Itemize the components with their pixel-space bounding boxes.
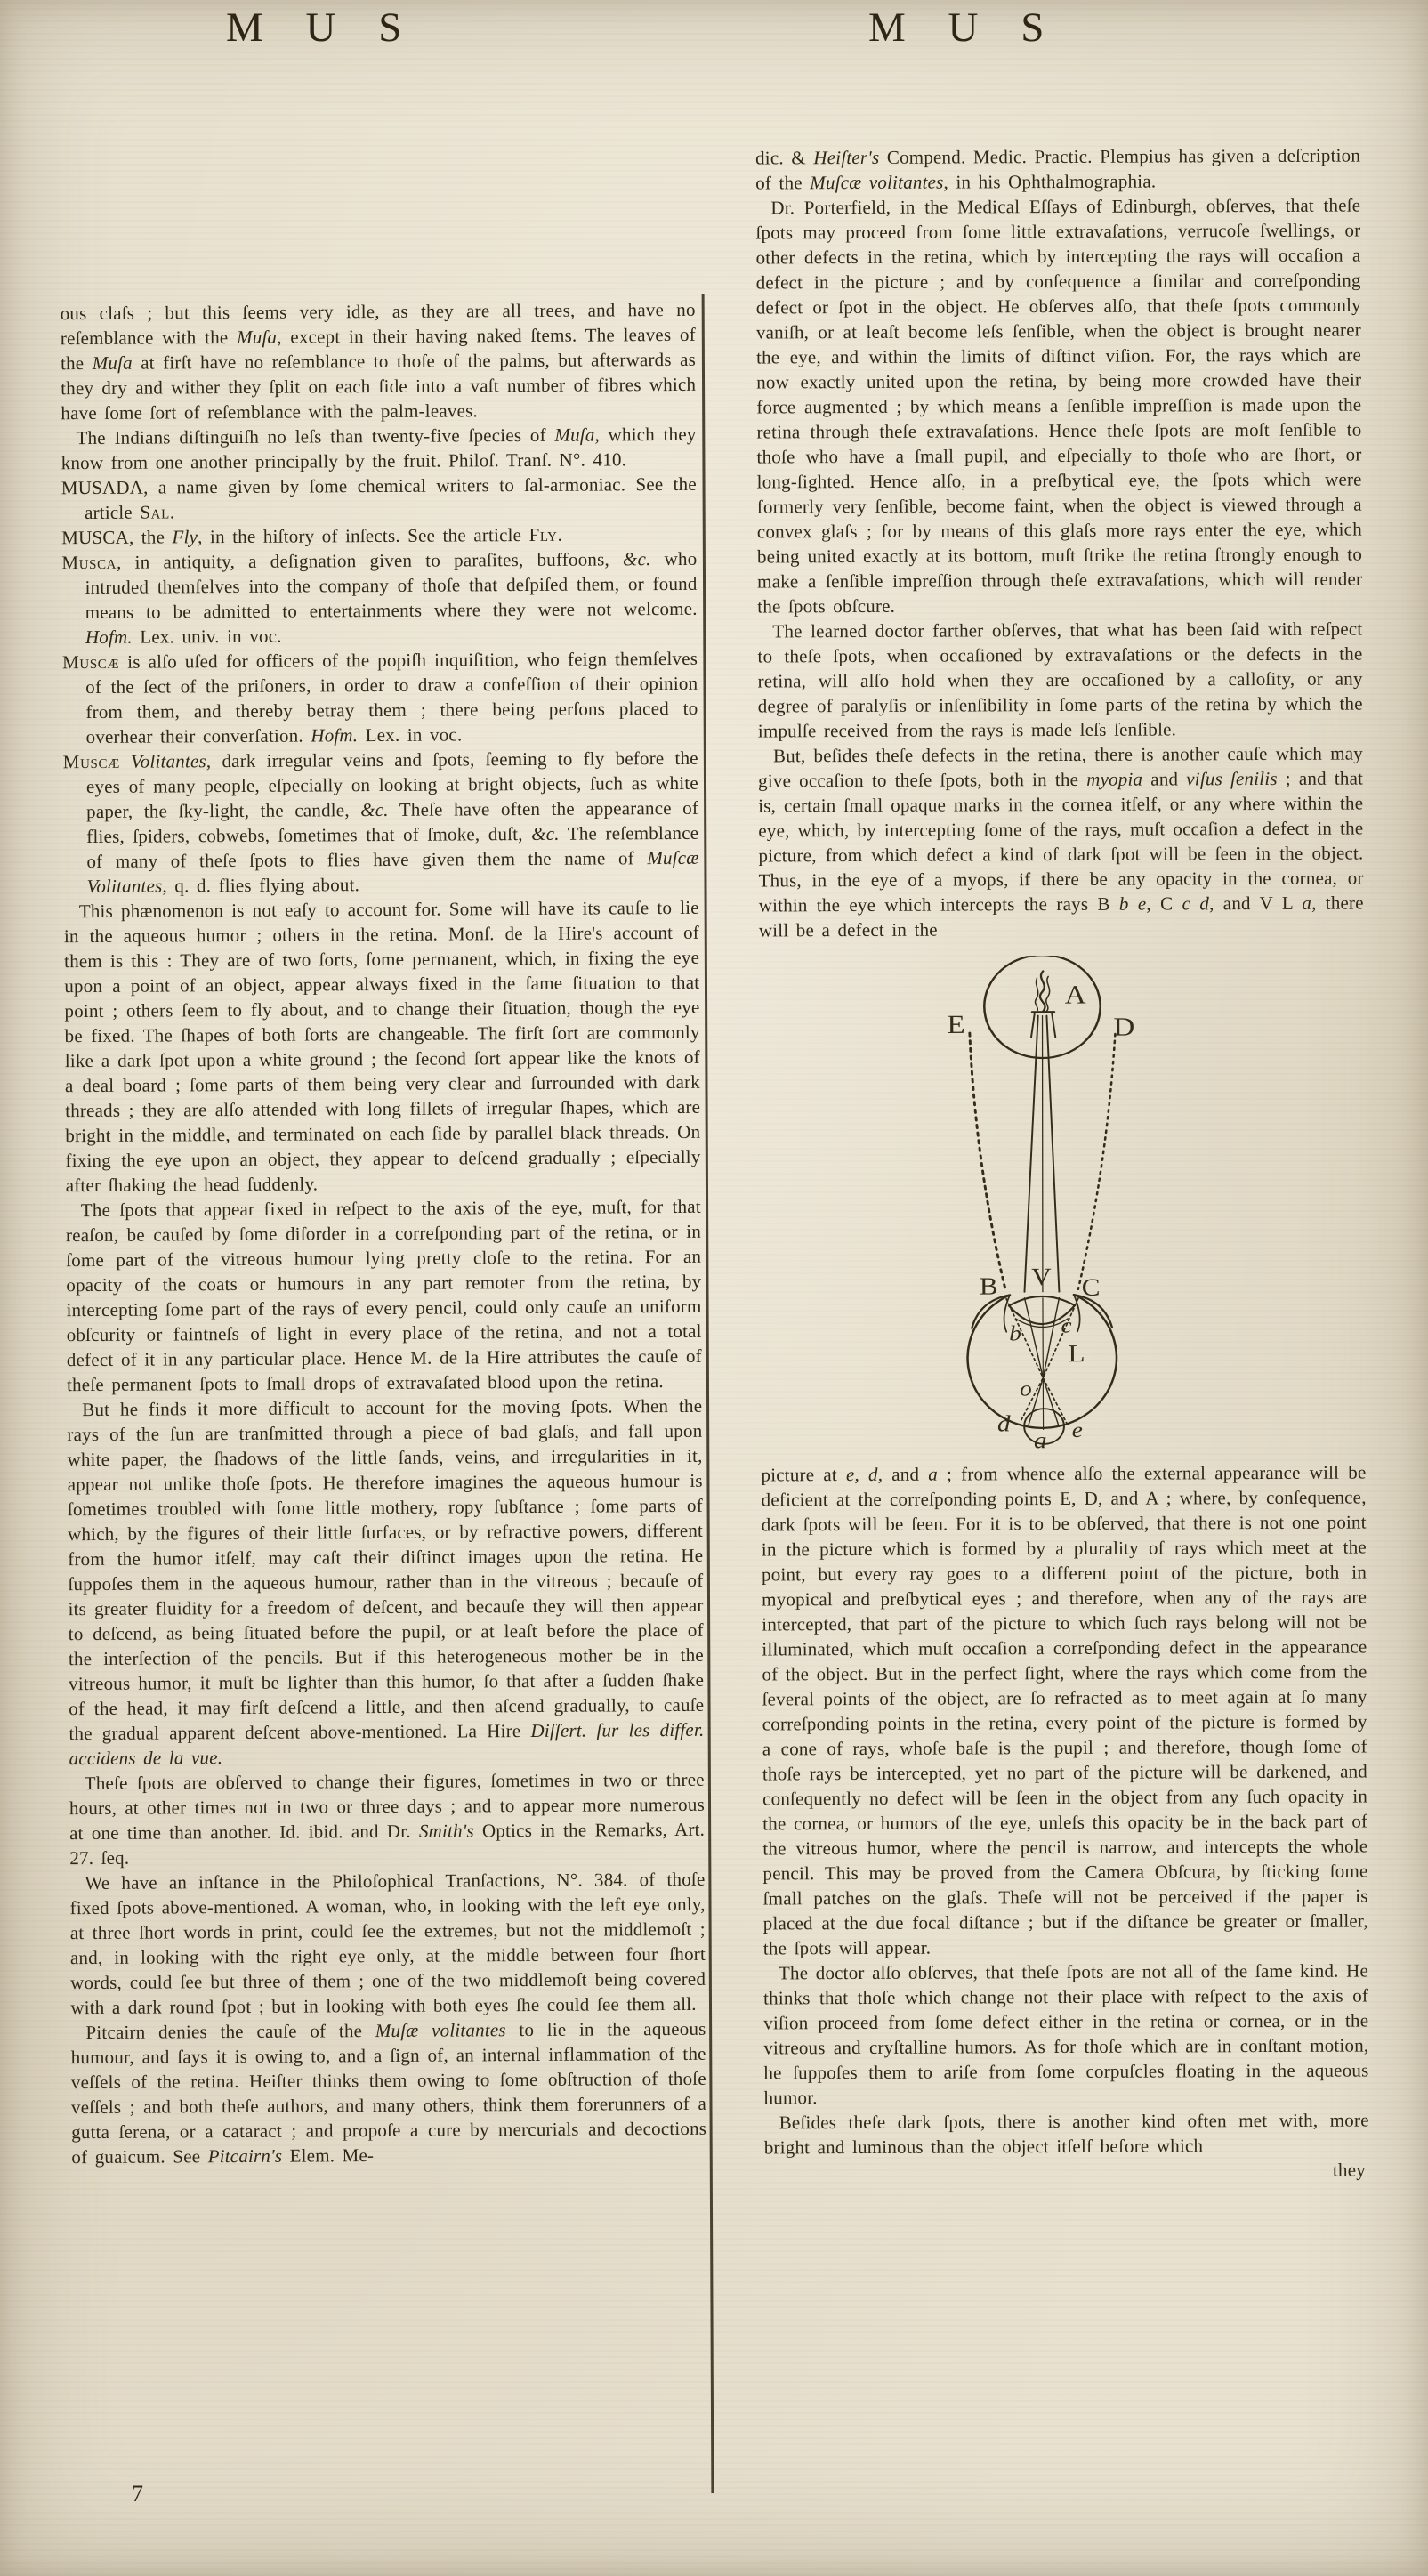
lens-top: [1009, 1296, 1075, 1306]
paragraph: The ſpots that appear fixed in reſpect to the axis of the eye, muſt, for that reaſon, be cauſed by ſome diſorder in a correſponding part of the retina, or in ſome part of the vitreous humour lying pretty cloſe to the retina. For an opacity of the coats or humours in any part remoter from the retina, by intercepting ſome part of the rays of every pencil, could only cauſe an uniform obſcurity or faintneſs of light in every place of the retina, and not a total defect of it in any particular place. Hence M. de la Hire attributes the cauſe of theſe permanent ſpots to ſmall drops of extravaſated blood upon the retina.: [65, 1195, 702, 1396]
figure-label-c: c: [1061, 1312, 1072, 1338]
figure-label-L: L: [1068, 1340, 1085, 1368]
paragraph: dic. & Heiſter's Compend. Medic. Practic. Plempius has given a deſcription of the Muſcæ volitantes, in his Ophthalmographia.: [755, 144, 1361, 194]
figure-label-b: b: [1009, 1320, 1022, 1345]
figure-label-d: d: [996, 1409, 1011, 1437]
dotted-ray-E: [970, 1033, 1005, 1290]
left-column: [61, 297, 707, 2169]
figure-strokes: [966, 955, 1117, 1444]
figure-label-D: D: [1113, 1012, 1135, 1042]
paragraph: This phænomenon is not eaſy to account for. Some will have its cauſe to lie in the aqueous humor ; others in the retina. Monſ. de la Hire's account of them is this : They are of two ſorts, ſome permanent, which, in fixing the eye upon a point of an object, appear always fixed in the ſame ſituation to that point ; others ſeem to fly about, and to change their ſituation, though the eye be fixed. The ſhapes of both ſorts are changeable. The firſt ſort are commonly like a dark ſpot upon a white ground ; the ſecond ſort appear like the knots of a deal board ; ſome parts of them being very clear and ſurrounded with dark threads ; they are alſo attended with long fillets of irregular ſhapes, which are bright in the middle, and terminated on each ſide by parallel black threads. On fixing the eye upon an object, they appear to deſcend gradually ; eſpecially after ſhaking the head ſuddenly.: [63, 896, 701, 1197]
paragraph: The Indians diſtinguiſh no leſs than twenty-five ſpecies of Muſa, which they know from one another principally by the fruit. Philoſ. Tranſ. N°. 410.: [61, 423, 697, 474]
figure-label-a: a: [1033, 1426, 1047, 1453]
figure-label-C: C: [1081, 1274, 1101, 1302]
paragraph: picture at e, d, and a ; from whence alſo the external appearance will be deficient at the correſponding points E, D, and A ; where, by conſequence, dark ſpots will be ſeen. For it is to be obſerved, that there is not one point in the picture which is formed by a plurality of rays which meet at the point, but every ray goes to a different point of the picture, both in myopical and preſbytical eyes ; and therefore, when any of the rays are intercepted, that part of the picture to which ſuch rays belong will not be illuminated, which muſt occaſion a correſponding defect in the appearance of the object. But in the perfect ſight, where the rays which come from the ſeveral points of the object, are ſo refracted as to meet again at ſo many correſponding points in the retina, every point of the picture is formed by a cone of rays, whoſe baſe is the pupil ; and therefore, though ſome of thoſe rays be intercepted, yet no part of the picture will be darkened, and conſequently no defect will be ſeen in the object from any ſuch opacity in the cornea, or humors of the eye, unleſs this opacity be in the back part of the vitreous humor, where the pencil is narrow, and intercepts the whole pencil. This may be proved from the Camera Obſcura, by ſticking ſome ſmall patches on the glaſs. Theſe will not be perceived if the paper is placed at the due focal diſtance ; but if the diſtance be greater or ſmaller, the ſpots will appear.: [761, 1461, 1368, 1959]
right-column-upper-text: [755, 143, 1364, 943]
right-column-lower-text: [761, 1460, 1368, 2160]
paragraph: We have an inſtance in the Philoſophical Tranſactions, N°. 384. of thoſe fixed ſpots above-mentioned. A woman, who, in looking with the left eye only, at three ſhort words in print, could ſee the extremes, but not the middlemoſt ; and, in looking with the right eye only, at the middle between four ſhort words, could ſee but three of them ; one of the two middlemoſt being covered with a dark round ſpot ; but in looking with both eyes ſhe could ſee them all.: [69, 1868, 706, 2019]
paragraph: The doctor alſo obſerves, that theſe ſpots are not all of the ſame kind. He thinks that thoſe which change not their place with reſpect to the axis of viſion proceed from ſome defect either in the retina or cornea, or in the vitreous and cryſtalline humors. As for thoſe which are in conſtant motion, he ſuppoſes them to ariſe from ſome corpuſcles floating in the aqueous humor.: [763, 1959, 1369, 2109]
figure-label-E: E: [947, 1009, 965, 1039]
figure-label-A: A: [1064, 980, 1086, 1010]
signature-number: 7: [132, 2481, 143, 2507]
right-column: [755, 143, 1369, 2185]
paragraph: Musca, in antiquity, a deſignation given to paraſites, buffoons, &c. who intruded themſelves into the company of thoſe that deſpiſed them, or found means to be admitted to entertainments where they were not welcome. Hofm. Lex. univ. in voc.: [61, 547, 698, 649]
catchword: they: [1332, 2159, 1366, 2181]
paragraph: MUSADA, a name given by ſome chemical writers to ſal-armoniac. See the article Sal.: [61, 472, 697, 524]
paragraph: Theſe ſpots are obſerved to change their figures, ſometimes in two or three hours, at other times not in two or three days ; and to appear more numerous at one time than another. Id. ibid. and Dr. Smith's Optics in the Remarks, Art. 27. ſeq.: [69, 1768, 706, 1869]
paragraph: But he finds it more difficult to account for the moving ſpots. When the rays of the ſun are tranſmitted through a piece of bad glaſs, and fall upon white paper, the ſhadows of the little ſands, veins, and irregularities in it, appear not unlike thoſe ſpots. He therefore imagines the aqueous humour is ſometimes troubled with ſome little mothery, ropy ſubſtance ; ſome parts of which, by the figures of their little ſurfaces, or by refractive powers, different from the humor itſelf, may caſt their diſtinct images upon the retina. He ſuppoſes them in the aqueous humour, rather than in the vitreous ; becauſe of its greater fluidity for a freedom of deſcent, and becauſe they will then appear to deſcend, as being ſituated before the pupil, or at leaſt before the place of the interſection of the pencils. But if this heterogeneous mother be in the vitreous humor, it muſt be lighter than this humor, ſo that after a ſudden ſhake of the head, it may firſt deſcend a little, and then aſcend gradually, to cauſe the gradual apparent deſcent above-mentioned. La Hire Diſſert. ſur les differ. accidens de la vue.: [67, 1394, 705, 1770]
paragraph: Pitcairn denies the cauſe of the Muſæ volitantes to lie in the aqueous humour, and ſays it is owing to, and a ſign of, an internal inflammation of the veſſels of the retina. Heiſter thinks them owing to ſome obſtruction of thoſe veſſels ; and both theſe authors, and many others, think them forerunners of a gutta ſerena, or a cataract ; and propoſe a cure by mercurials and decoctions of guaicum. See Pitcairn's Elem. Me-: [70, 2017, 707, 2168]
paragraph: Beſides theſe dark ſpots, there is another kind often met with, more bright and luminous than the object itſelf before which: [763, 2109, 1369, 2159]
paragraph: MUSCA, the Fly, in the hiſtory of inſects. See the article Fly.: [61, 523, 563, 549]
eye-diagram-figure: [921, 955, 1182, 1454]
running-head-left: M U S: [226, 4, 418, 51]
candle-flame: [1040, 971, 1045, 1011]
paragraph: ous claſs ; but this ſeems very idle, as they are all trees, and have no reſemblance with the Muſa, except in their having naked ſtems. The leaves of the Muſa at firſt have no reſemblance to thoſe of the palms, but afterwards as they dry and wither they ſplit on each ſide into a vaſt number of fibres which have ſome ſort of reſemblance with the palm-leaves.: [60, 298, 697, 424]
paragraph: Dr. Porterfield, in the Medical Eſſays of Edinburgh, obſerves, that theſe ſpots may proceed from ſome little extravaſations, verrucoſe ſwellings, or other defects in the retina, which by intercepting the rays will occaſion a defect in the picture ; and by conſequence a ſimilar and correſponding defect or ſpot in the object. He obſerves alſo, that theſe ſpots commonly vaniſh, or at leaſt become leſs ſenſible, when the object is brought nearer the eye, and within the limits of diſtinct viſion. For, the rays which are now exactly united upon the retina, by being more crowded have their force augmented ; by which means a ſenſible impreſſion is made upon the retina through theſe extravaſations. Hence theſe ſpots are moſt ſenſible to thoſe who have a ſmall pupil, and eſpecially to thoſe who are ſhort, or long-ſighted. Hence alſo, in a preſbytical eye, the ſpots which were formerly very ſenſible, become faint, when the object is viewed through a convex glaſs ; for by means of this glaſs more rays enter the eye, which being united exactly at its bottom, muſt ſtrike the retina ſtrongly enough to make a ſenſible impreſſion through theſe extravaſations, which will render the ſpots obſcure.: [755, 194, 1363, 618]
figure-label-V: V: [1031, 1264, 1052, 1291]
running-head-right: M U S: [868, 4, 1061, 51]
figure-label-e: e: [1071, 1417, 1084, 1442]
paragraph: Muscæ is alſo uſed for officers of the popiſh inquiſition, who feign themſelves of the ſect of the priſoners, in order to draw a confeſſion of their opinion from them, and thereby betray them ; there being perſons placed to overhear their converſation. Hofm. Lex. in voc.: [61, 647, 698, 748]
figure-label-o: o: [1020, 1376, 1033, 1401]
paragraph: Muscæ Volitantes, dark irregular veins and ſpots, ſeeming to fly before the eyes of many people, eſpecially on looking at bright objects, ſuch as white paper, the ſky-light, the candle, &c. Theſe have often the appearance of flies, ſpiders, cobwebs, ſometimes that of ſmoke, duſt, &c. The reſemblance of many of theſe ſpots to flies have given them the name of Muſcæ Volitantes, q. d. flies flying about.: [62, 747, 699, 898]
paragraph: The learned doctor farther obſerves, that what has been ſaid with reſpect to theſe ſpots, when occaſioned by extravaſations or the defects in the retina, will alſo hold when they are occaſioned by a calloſity, or any degree of paralyſis or inſenſibility in ſome parts of the retina by which the impulſe received from the rays is made leſs ſenſible.: [757, 618, 1363, 742]
figure-label-B: B: [979, 1273, 998, 1301]
paragraph: But, beſides theſe defects in the retina, there is another cauſe which may give occaſion to theſe ſpots, both in the myopia and viſus ſenilis ; and that is, certain ſmall opaque marks in the cornea itſelf, or any where within the eye, which, by intercepting ſome of the rays, muſt occaſion a defect in the picture, from which defect a kind of dark ſpot will be ſeen in the object. Thus, in the eye of a myops, if there be any opacity in the cornea, or within the eye which intercepts the rays B b e, C c d, and V L a, there will be a defect in the: [758, 742, 1364, 941]
dotted-ray-D: [1077, 1034, 1117, 1289]
